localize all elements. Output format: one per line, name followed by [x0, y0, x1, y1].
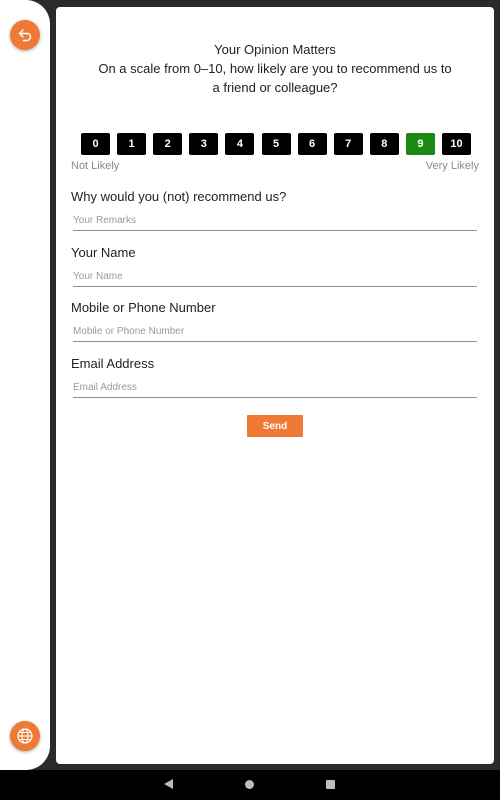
phone-label: Mobile or Phone Number [71, 300, 216, 315]
rating-scale [81, 133, 471, 155]
survey-question: On a scale from 0–10, how likely are you to recommend us to a friend or colleague? [98, 61, 452, 95]
nav-recents-icon[interactable] [326, 780, 335, 789]
scale-low-label: Not Likely [71, 160, 120, 172]
score-button-7[interactable]: 7 [334, 133, 363, 155]
remarks-label: Why would you (not) recommend us? [71, 189, 287, 204]
email-label: Email Address [71, 356, 155, 371]
nav-back-icon[interactable] [164, 779, 173, 789]
survey-title: Your Opinion Matters [214, 42, 336, 57]
name-input[interactable] [73, 267, 477, 287]
score-button-0[interactable]: 0 [81, 133, 110, 155]
score-button-10[interactable]: 10 [442, 133, 471, 155]
language-button[interactable] [10, 721, 40, 751]
back-arrow-icon [17, 27, 33, 43]
system-nav-bar [0, 770, 500, 800]
score-button-2[interactable]: 2 [153, 133, 182, 155]
score-button-5[interactable]: 5 [262, 133, 291, 155]
survey-heading [56, 40, 494, 97]
remarks-input[interactable] [73, 211, 477, 231]
globe-icon [16, 727, 34, 745]
score-button-3[interactable]: 3 [189, 133, 218, 155]
scale-high-label: Very Likely [425, 160, 479, 172]
score-button-9[interactable]: 9 [406, 133, 435, 155]
phone-input[interactable] [73, 322, 477, 342]
survey-card [56, 7, 494, 764]
back-button[interactable] [10, 20, 40, 50]
score-button-8[interactable]: 8 [370, 133, 399, 155]
score-button-4[interactable]: 4 [225, 133, 254, 155]
score-button-6[interactable]: 6 [298, 133, 327, 155]
send-button[interactable]: Send [247, 415, 303, 437]
nav-home-icon[interactable] [245, 780, 254, 789]
score-button-1[interactable]: 1 [117, 133, 146, 155]
email-input[interactable] [73, 378, 477, 398]
name-label: Your Name [71, 245, 136, 260]
side-rail [0, 0, 50, 770]
